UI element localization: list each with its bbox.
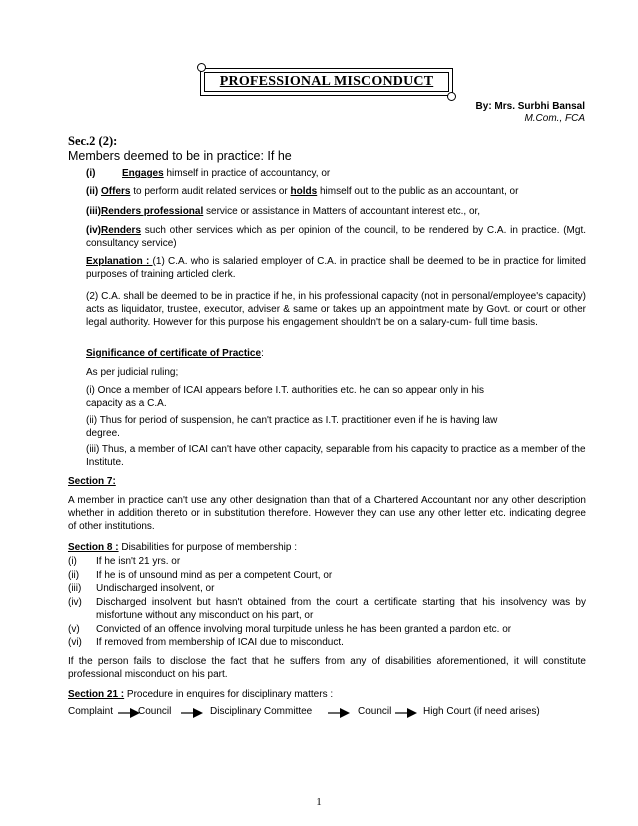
section-21-heading: Section 21 : Procedure in enquires for disciplinary matters : [68,689,334,700]
flow-step-council: Council [138,706,172,717]
explanation-1: Explanation : (1) C.A. who is salaried employer of C.A. in practice shall be deemed to be in practice for limited purposes of training articled clerk. [86,256,586,280]
page-number: 1 [316,796,322,808]
scroll-curl-decoration [447,92,456,101]
flow-step-council-2: Council [358,706,392,717]
significance-item-i: (i) Once a member of ICAI appears before I.T. authorities etc. he can so appear only in his capacity as a C.A. [86,385,484,409]
sec2-item-ii: (ii) Offers to perform audit related services or holds himself out to the public as an accountant, or [86,186,519,197]
author-credentials: M.Com., FCA [524,113,585,124]
title-box [200,68,453,96]
section-8-item-v: (v) Convicted of an offence involving moral turpitude unless he has been granted a pardon etc. or [68,624,512,635]
flow-step-high-court: High Court (if need arises) [423,706,540,717]
sec2-heading: Sec.2 (2): [68,134,118,148]
significance-intro: As per judicial ruling; [86,367,179,378]
arrow-right-icon [118,708,140,718]
scroll-curl-decoration [197,63,206,72]
section-8-item-i: (i) If he isn't 21 yrs. or [68,556,181,567]
arrow-right-icon [395,708,417,718]
flow-step-disciplinary-committee: Disciplinary Committee [210,706,313,717]
section-8-item-iv: (iv) Discharged insolvent but hasn't obtained from the court a certificate starting that his insolvency was by misfortune without any misconduct on his part, or [68,597,586,621]
arrow-right-icon [328,708,350,718]
sec2-item-i: (i) Engages himself in practice of accountancy, or [86,168,331,179]
section-8-heading: Section 8 : Disabilities for purpose of membership : [68,542,297,553]
explanation-2: (2) C.A. shall be deemed to be in practice if he, in his professional capacity (not in personal/employee's capacity) acts as liquidator, trustee, executor, adviser & same or takes up an appointment mate by Govt. or court or other legal authority. However for this purpose his engagement shouldn't be on a salary-cum- full time basis. [86,291,586,328]
section-8-item-ii: (ii) If he is of unsound mind as per a competent Court, or [68,570,333,581]
section-8-closing: If the person fails to disclose the fact that he suffers from any of disabilities aforementioned, it will constitute professional misconduct on his part. [68,656,586,680]
sec2-item-iv: (iv)Renders such other services which as per opinion of the council, to be rendered by C.A. in practice. (Mgt. consultancy service) [86,225,586,249]
significance-item-ii: (ii) Thus for period of suspension, he can't practice as I.T. practitioner even if he is having law degree. [86,415,498,439]
section-8-item-iii: (iii) Undischarged insolvent, or [68,583,215,594]
page-title: PROFESSIONAL MISCONDUCT [219,74,434,89]
section-7-body: A member in practice can't use any other designation than that of a Chartered Accountant nor any other description whether in addition thereto or in substitution therefore. However they can use any other letter etc. indicating degree of other institutions. [68,495,586,532]
sec2-item-iii: (iii)Renders professional service or assistance in Matters of accountant interest etc., or, [86,206,481,217]
author-line: By: Mrs. Surbhi Bansal [475,101,585,112]
section-8-item-vi: (vi) If removed from membership of ICAI due to misconduct. [68,637,344,648]
section-7-heading: Section 7: [68,476,116,487]
significance-item-iii: (iii) Thus, a member of ICAI can't have other capacity, separable from his capacity to practice as a member of the Institute. [86,444,586,468]
significance-heading: Significance of certificate of Practice: [86,348,264,359]
disciplinary-flow [68,706,588,720]
arrow-right-icon [181,708,203,718]
sec2-intro: Members deemed to be in practice: If he [68,149,292,163]
flow-step-complaint: Complaint [68,706,114,717]
